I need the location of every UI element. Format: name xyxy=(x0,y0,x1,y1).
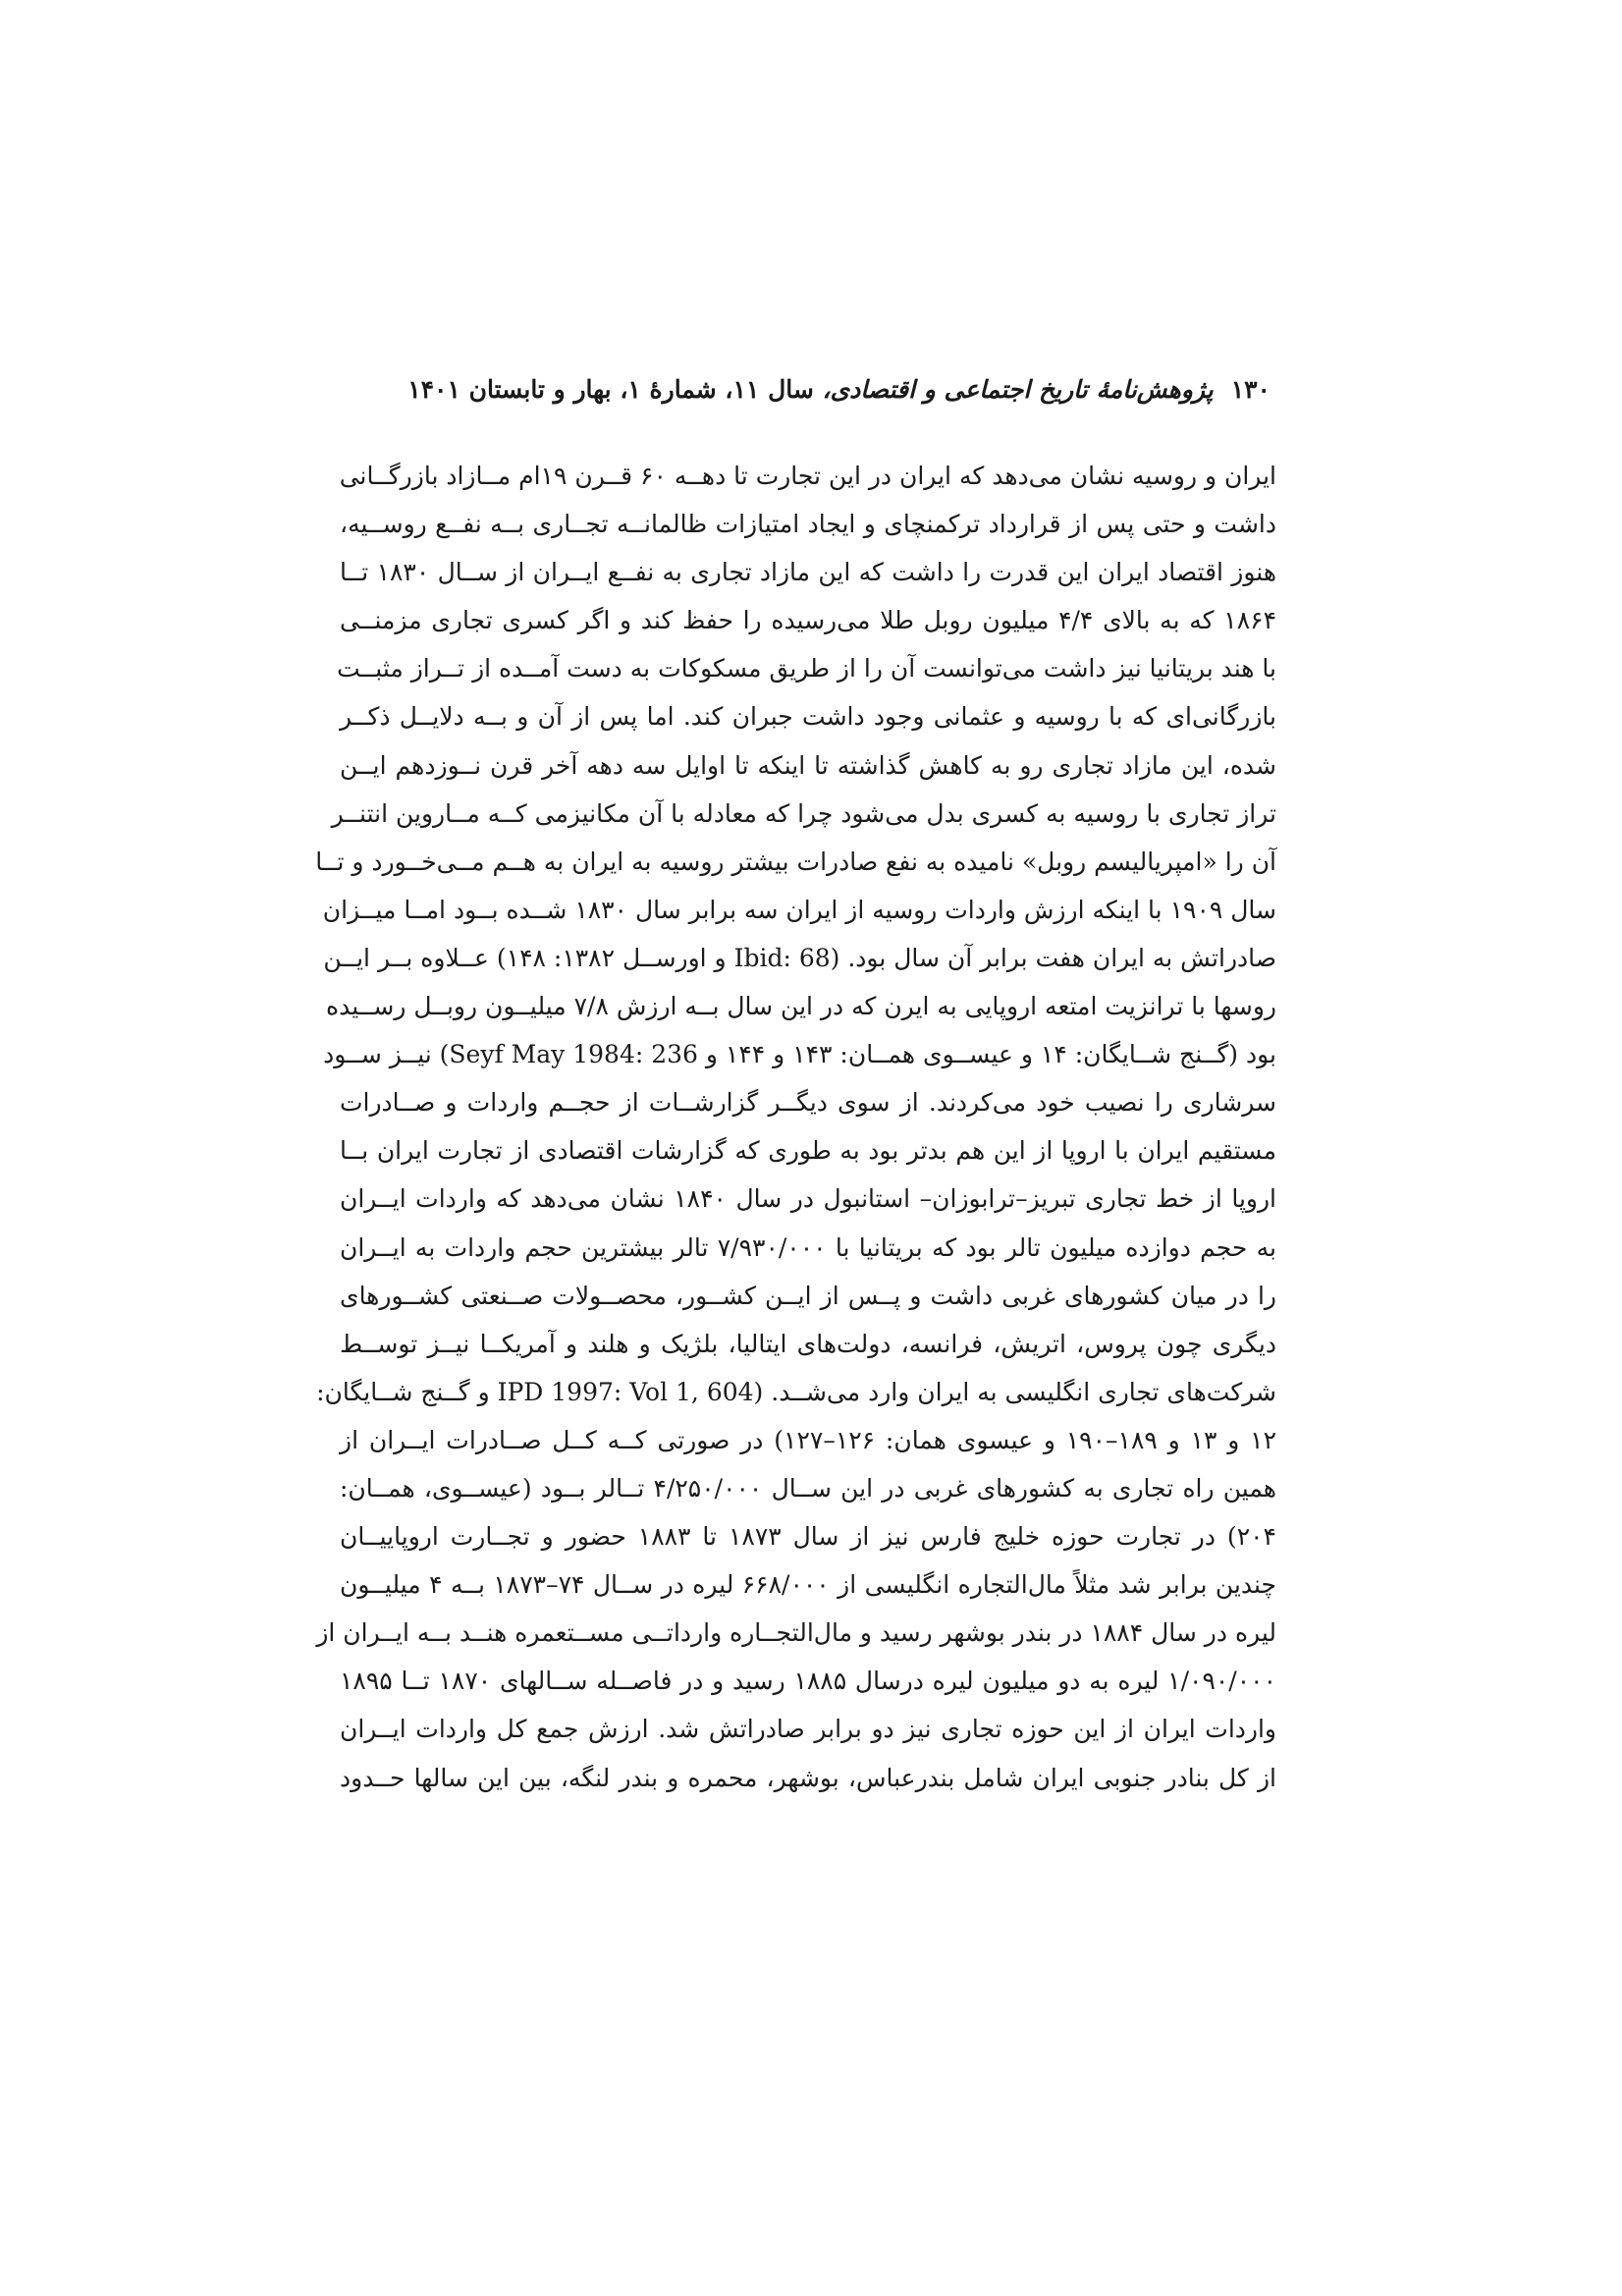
page-number: ۱۳۰ xyxy=(1230,375,1271,404)
text-line: آن را «امپریالیسم روبل» نامیده به نفع صادرات بیشتر روسیه به ایران به هــم مــی‌خــورد و تــا xyxy=(315,847,1276,876)
text-line: بود (گــنج شــایگان: ۱۴ و عیســوی همــان: ۱۴۳ و ۱۴۴ و Seyf May 1984: 236) نیــز ســود xyxy=(323,1040,1276,1069)
text-line: ۱۸۶۴ که به بالای ۴/۴ میلیون روبل طلا می‌رسیده را حفظ کند و اگر کسری تجاری مزمنــی xyxy=(340,606,1276,635)
text-line: بازرگانی‌ای که با روسیه و عثمانی وجود داشت جبران کند. اما پس از آن و بــه دلایــل ذکــر xyxy=(340,702,1276,732)
text-line: ۲۰۴) در تجارت حوزه خلیج فارس نیز از سال ۱۸۷۳ تا ۱۸۸۳ حضور و تجــارت اروپاییــان xyxy=(340,1522,1276,1552)
text-line: با هند بریتانیا نیز داشت می‌توانست آن را از طریق مسکوکات به دست آمــده از تــراز مثبــت xyxy=(337,654,1276,683)
body-paragraph xyxy=(315,452,1277,1802)
text-line: تراز تجاری با روسیه به کسری بدل می‌شود چرا که معادله با آن مکانیزمی کــه مــاروین انتنــر xyxy=(331,798,1276,828)
text-line: ۱/۰۹۰/۰۰۰ لیره به دو میلیون لیره درسال ۱۸۸۵ رسید و در فاصــله ســالهای ۱۸۷۰ تــا ۱۸۹۵ xyxy=(340,1667,1277,1696)
text-line: شرکت‌های تجاری انگلیسی به ایران وارد می‌شــد. (IPD 1997: Vol 1, 604 و گــنج شــایگان: xyxy=(316,1377,1276,1406)
text-line: از کل بنادر جنوبی ایران شامل بندرعباس، بوشهر، محمره و بندر لنگه، بین این سالها حــدود xyxy=(340,1763,1276,1792)
text-line: اروپا از خط تجاری تبریز–ترابوزان– استانبول در سال ۱۸۴۰ نشان می‌دهد که واردات ایــران xyxy=(340,1184,1276,1214)
text-line: همین راه تجاری به کشورهای غربی در این ســال ۴/۲۵۰/۰۰۰ تــالر بــود (عیســوی، همــان: xyxy=(340,1473,1276,1503)
text-line: داشت و حتی پس از قرارداد ترکمنچای و ایجاد امتیازات ظالمانــه تجــاری بــه نفــع روســیه، xyxy=(340,510,1276,539)
text-line: ایران و روسیه نشان می‌دهد که ایران در این تجارت تا دهــه ۶۰ قــرن ۱۹ام مــازاد بازرگــانی xyxy=(339,462,1276,490)
issue-info: سال ۱۱، شمارهٔ ۱، بهار و تابستان ۱۴۰۱ xyxy=(407,375,814,404)
text-line: را در میان کشورهای غربی داشت و پــس از ایــن کشــور، محصــولات صــنعتی کشــورهای xyxy=(340,1281,1276,1310)
journal-title xyxy=(407,375,1214,404)
text-line: لیره در سال ۱۸۸۴ در بندر بوشهر رسید و مال‌التجــاره وارداتــی مســتعمره هنــد بــه ایــران از xyxy=(316,1618,1276,1648)
text-line: صادراتش به ایران هفت برابر آن سال بود. (Ibid: 68 و اورســل ۱۳۸۲: ۱۴۸) عــلاوه بــر ایــن xyxy=(323,943,1276,972)
text-line: سرشاری را نصیب خود می‌کردند. از سوی دیگــر گزارشــات از حجــم واردات و صــادرات xyxy=(340,1088,1276,1118)
journal-prefix: پژوهش‌نامهٔ xyxy=(1096,375,1214,404)
text-line: شده، این مازاد تجاری رو به کاهش گذاشته تا اینکه تا اوایل سه دهه آخر قرن نــوزدهم ایــن xyxy=(340,750,1276,780)
text-line: به حجم دوازده میلیون تالر بود که بریتانیا با ۷/۹۳۰/۰۰۰ تالر بیشترین حجم واردات به ایــران xyxy=(340,1232,1277,1262)
text-line: هنوز اقتصاد ایران این قدرت را داشت که این مازاد تجاری به نفــع ایــران از ســال ۱۸۳۰ تــا xyxy=(340,558,1277,587)
text-line: مستقیم ایران با اروپا از این هم بدتر بود به طوری که گزارشات اقتصادی از تجارت ایران بــا xyxy=(340,1136,1276,1166)
text-line: سال ۱۹۰۹ با اینکه ارزش واردات روسیه از ایران سه برابر سال ۱۸۳۰ شــده بــود امــا میــزان xyxy=(322,895,1276,924)
journal-name: تاریخ اجتماعی و اقتصادی، xyxy=(822,375,1088,404)
running-header xyxy=(348,375,1271,404)
text-line: چندین برابر شد مثلاً مال‌التجاره انگلیسی از ۶۶۸/۰۰۰ لیره در ســال ۷۴–۱۸۷۳ بــه ۴ میلیــون xyxy=(340,1570,1276,1600)
text-line: واردات ایران از این حوزه تجاری نیز دو برابر صادراتش شد. ارزش جمع کل واردات ایــران xyxy=(340,1715,1276,1744)
text-line: ۱۲ و ۱۳ و ۱۸۹–۱۹۰ و عیسوی همان: ۱۲۶–۱۲۷) در صورتی کــه کــل صــادرات ایــران از xyxy=(340,1425,1276,1454)
text-line: روسها با ترانزیت امتعه اروپایی به ایرن که در این سال بــه ارزش ۷/۸ میلیــون روبــل رســیده xyxy=(325,992,1276,1021)
text-line: دیگری چون پروس، اتریش، فرانسه، دولت‌های ایتالیا، بلژیک و هلند و آمریکــا نیــز توســط xyxy=(340,1329,1276,1358)
